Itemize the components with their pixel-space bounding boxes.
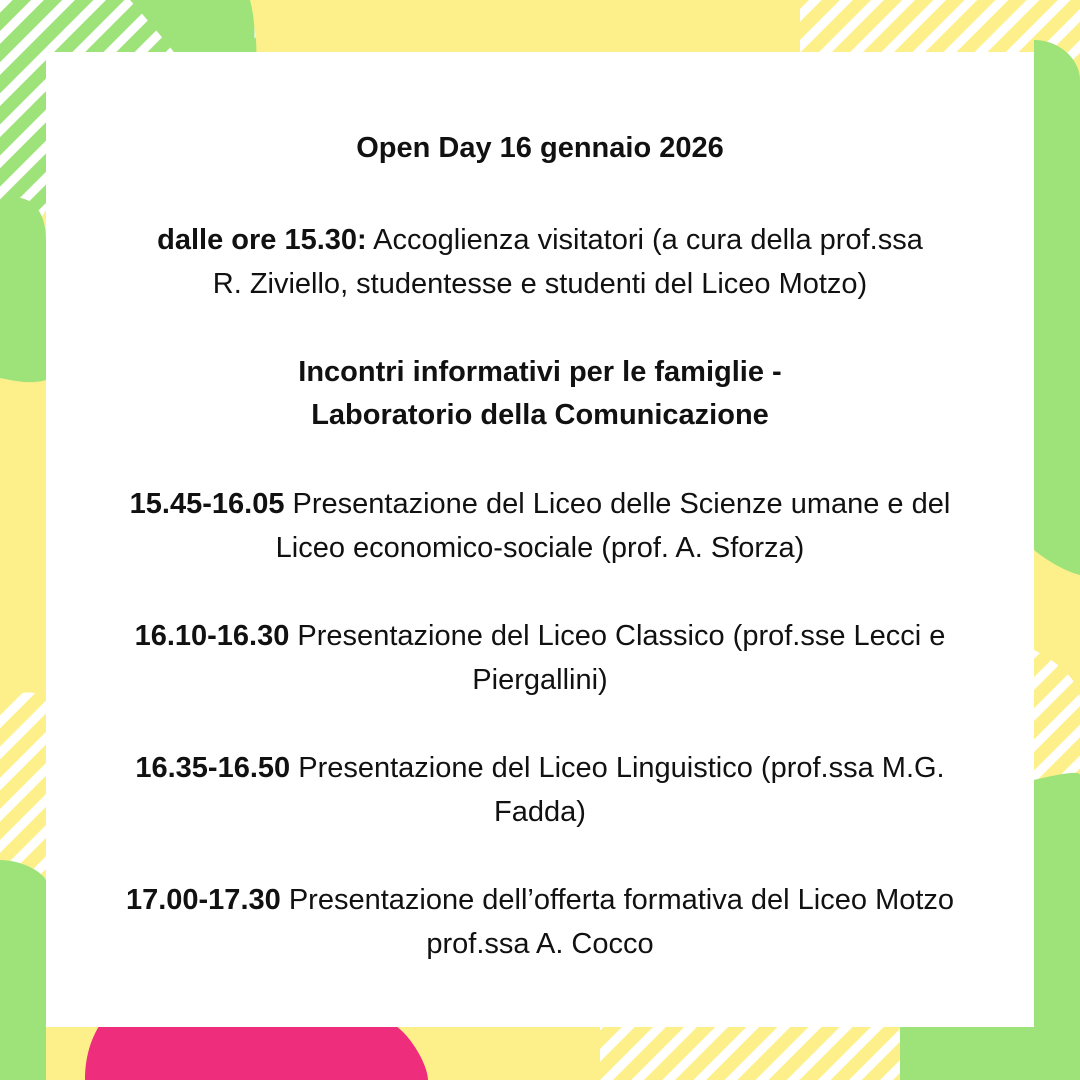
schedule-item-2-line-1 [46,614,1034,658]
schedule-item-3-text: Presentazione del Liceo Linguistico (prof.ssa M.G. [290,752,945,784]
welcome-line-2: R. Ziviello, studentesse e studenti del Liceo Motzo) [212,268,868,300]
schedule-item-4-line-2: prof.ssa A. Cocco [426,928,654,960]
blob-left [0,197,46,382]
section-heading-1: Incontri informativi per le famiglie - [298,356,782,388]
welcome-time: dalle ore 15.30: [157,224,367,256]
schedule-item-3-line-2: Fadda) [494,796,586,828]
welcome-text-1: Accoglienza visitatori (a cura della prof.ssa [366,224,923,256]
schedule-item-4-line-1 [46,878,1034,922]
schedule-item-1-line-1 [46,482,1034,526]
schedule-item-2-line-2: Piergallini) [472,664,608,696]
schedule-item-3-line-1 [46,746,1034,790]
section-heading-2: Laboratorio della Comunicazione [311,399,769,431]
schedule-item-2-text: Presentazione del Liceo Classico (prof.sse Lecci e [289,620,946,652]
schedule-item-4-text: Presentazione dell’offerta formativa del Liceo Motzo [280,884,955,916]
content-card [46,52,1034,1027]
blob-left-lower [0,860,46,1080]
schedule-item-1-time: 15.45-16.05 [129,488,285,520]
stripes-bottom [600,1027,900,1080]
page-title: Open Day 16 gennaio 2026 [356,132,724,164]
schedule-item-1-text: Presentazione del Liceo delle Scienze umane e del [284,488,951,520]
schedule-item-1-line-2: Liceo economico-sociale (prof. A. Sforza) [275,532,805,564]
schedule-item-2-time: 16.10-16.30 [134,620,290,652]
schedule-item-3-time: 16.35-16.50 [135,752,291,784]
blob-right [1034,40,1080,575]
schedule-item-4-time: 17.00-17.30 [125,884,281,916]
welcome-line-1 [46,218,1034,262]
